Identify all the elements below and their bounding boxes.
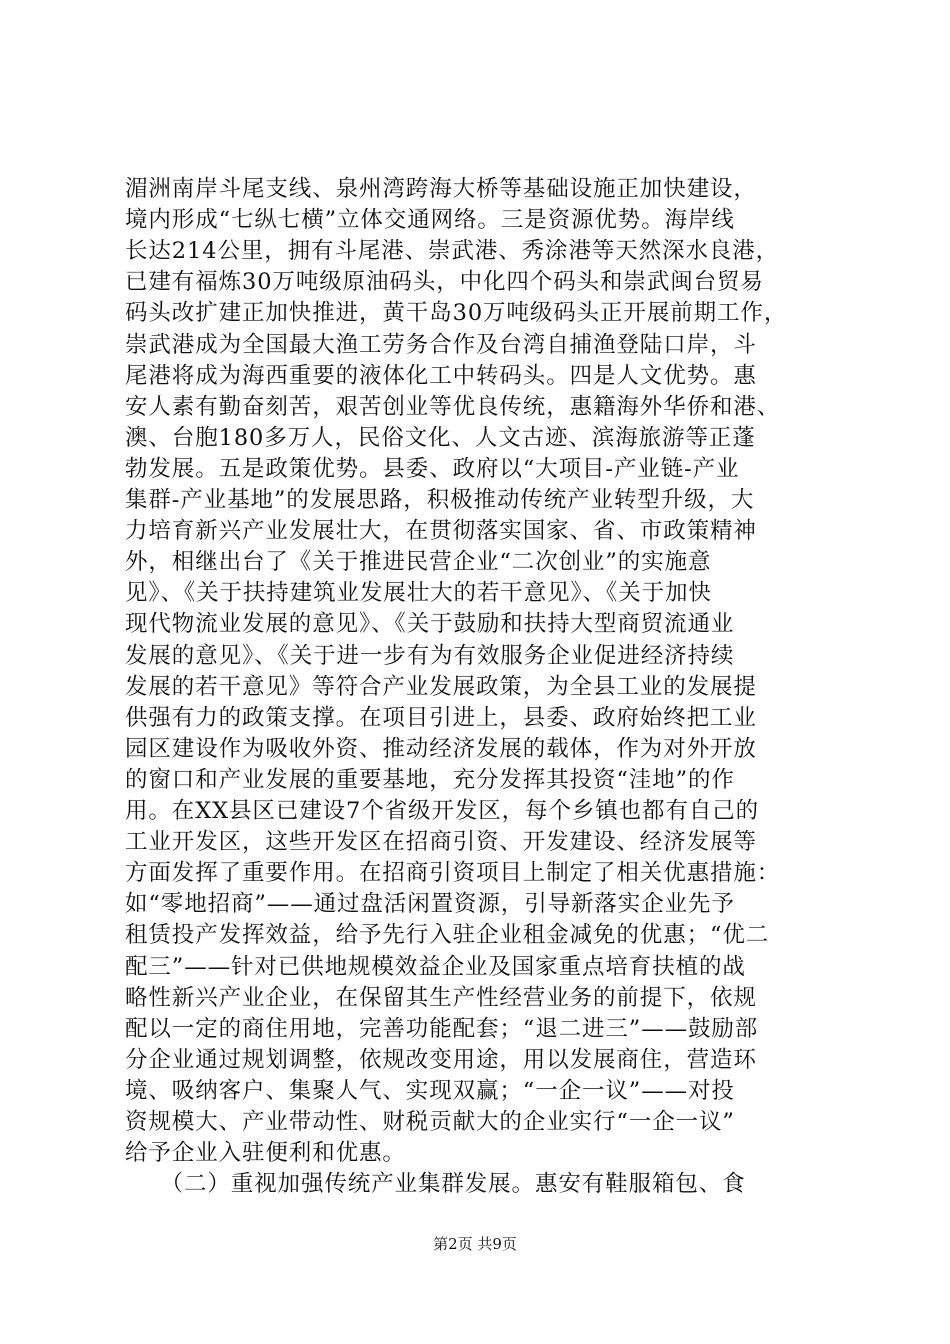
text-line: （二）重视加强传统产业集群发展。惠安有鞋服箱包、食 bbox=[125, 1171, 746, 1198]
text-line: 配以一定的商住用地，完善功能配套；“退二进三”——鼓励部 bbox=[125, 1015, 759, 1042]
text-line: 配三”——针对已供地规模效益企业及国家重点培育扶植的战 bbox=[125, 953, 746, 980]
text-line: 资规模大、产业带动性、财税贡献大的企业实行“一企一议” bbox=[125, 1109, 735, 1135]
text-line: 分企业通过规划调整，依规改变用途，用以发展商住，营造环 bbox=[125, 1046, 757, 1073]
text-line: 的窗口和产业发展的重要基地，充分发挥其投资“洼地”的作 bbox=[125, 766, 735, 793]
text-line: 湄洲南岸斗尾支线、泉州湾跨海大桥等基础设施正加快建设， bbox=[125, 176, 757, 202]
text-line: 供强有力的政策支撑。在项目引进上，县委、政府始终把工业 bbox=[125, 704, 757, 731]
text-line: 力培育新兴产业发展壮大，在贯彻落实国家、省、市政策精神 bbox=[125, 518, 757, 545]
text-line: 方面发挥了重要作用。在招商引资项目上制定了相关优惠措施： bbox=[125, 860, 781, 887]
text-line: 租赁投产发挥效益，给予先行入驻企业租金减免的优惠；“优二 bbox=[125, 922, 770, 949]
text-line: 如“零地招商”——通过盘活闲置资源，引导新落实企业先予 bbox=[125, 891, 735, 918]
text-line: 已建有福炼30万吨级原油码头，中化四个码头和崇武闽台贸易 bbox=[125, 269, 764, 296]
text-line: 境内形成“七纵七横”立体交通网络。三是资源优势。海岸线 bbox=[125, 207, 735, 234]
text-line: 外，相继出台了《关于推进民营企业“二次创业”的实施意 bbox=[125, 549, 712, 576]
text-line: 给予企业入驻便利和优惠。 bbox=[125, 1140, 406, 1167]
text-line: 澳、台胞180多万人，民俗文化、人文古迹、滨海旅游等正蓬 bbox=[125, 424, 756, 451]
text-line: 长达214公里，拥有斗尾港、崇武港、秀涂港等天然深水良港， bbox=[125, 238, 780, 265]
text-line: 园区建设作为吸收外资、推动经济发展的载体，作为对外开放 bbox=[125, 735, 757, 762]
text-line: 安人素有勤奋刻苦，艰苦创业等优良传统，惠籍海外华侨和港、 bbox=[125, 393, 781, 420]
page-number-footer: 第2页 共9页 bbox=[433, 1235, 517, 1253]
text-line: 工业开发区，这些开发区在招商引资、开发建设、经济发展等 bbox=[125, 829, 757, 856]
text-line: 码头改扩建正加快推进，黄干岛30万吨级码头正开展前期工作， bbox=[125, 300, 788, 327]
text-line: 略性新兴产业企业，在保留其生产性经营业务的前提下，依规 bbox=[125, 984, 757, 1011]
text-line: 勃发展。五是政策优势。县委、政府以“大项目-产业链-产业 bbox=[125, 455, 740, 482]
text-line: 用。在XX县区已建设7个省级开发区，每个乡镇也都有自己的 bbox=[125, 798, 760, 824]
text-line: 见》、《关于扶持建筑业发展壮大的若干意见》、《关于加快 bbox=[125, 580, 712, 607]
text-line: 发展的若干意见》等符合产业发展政策，为全县工业的发展提 bbox=[125, 673, 757, 700]
text-line: 境、吸纳客户、集聚人气、实现双赢；“一企一议”——对投 bbox=[125, 1077, 735, 1104]
text-line: 集群-产业基地”的发展思路，积极推动传统产业转型升级，大 bbox=[125, 487, 755, 513]
text-line: 现代物流业发展的意见》、《关于鼓励和扶持大型商贸流通业 bbox=[125, 611, 735, 638]
text-line: 发展的意见》、《关于进一步有为有效服务企业促进经济持续 bbox=[125, 642, 735, 669]
text-line: 崇武港成为全国最大渔工劳务合作及台湾自捕渔登陆口岸，斗 bbox=[125, 331, 757, 358]
text-line: 尾港将成为海西重要的液体化工中转码头。四是人文优势。惠 bbox=[125, 362, 757, 389]
